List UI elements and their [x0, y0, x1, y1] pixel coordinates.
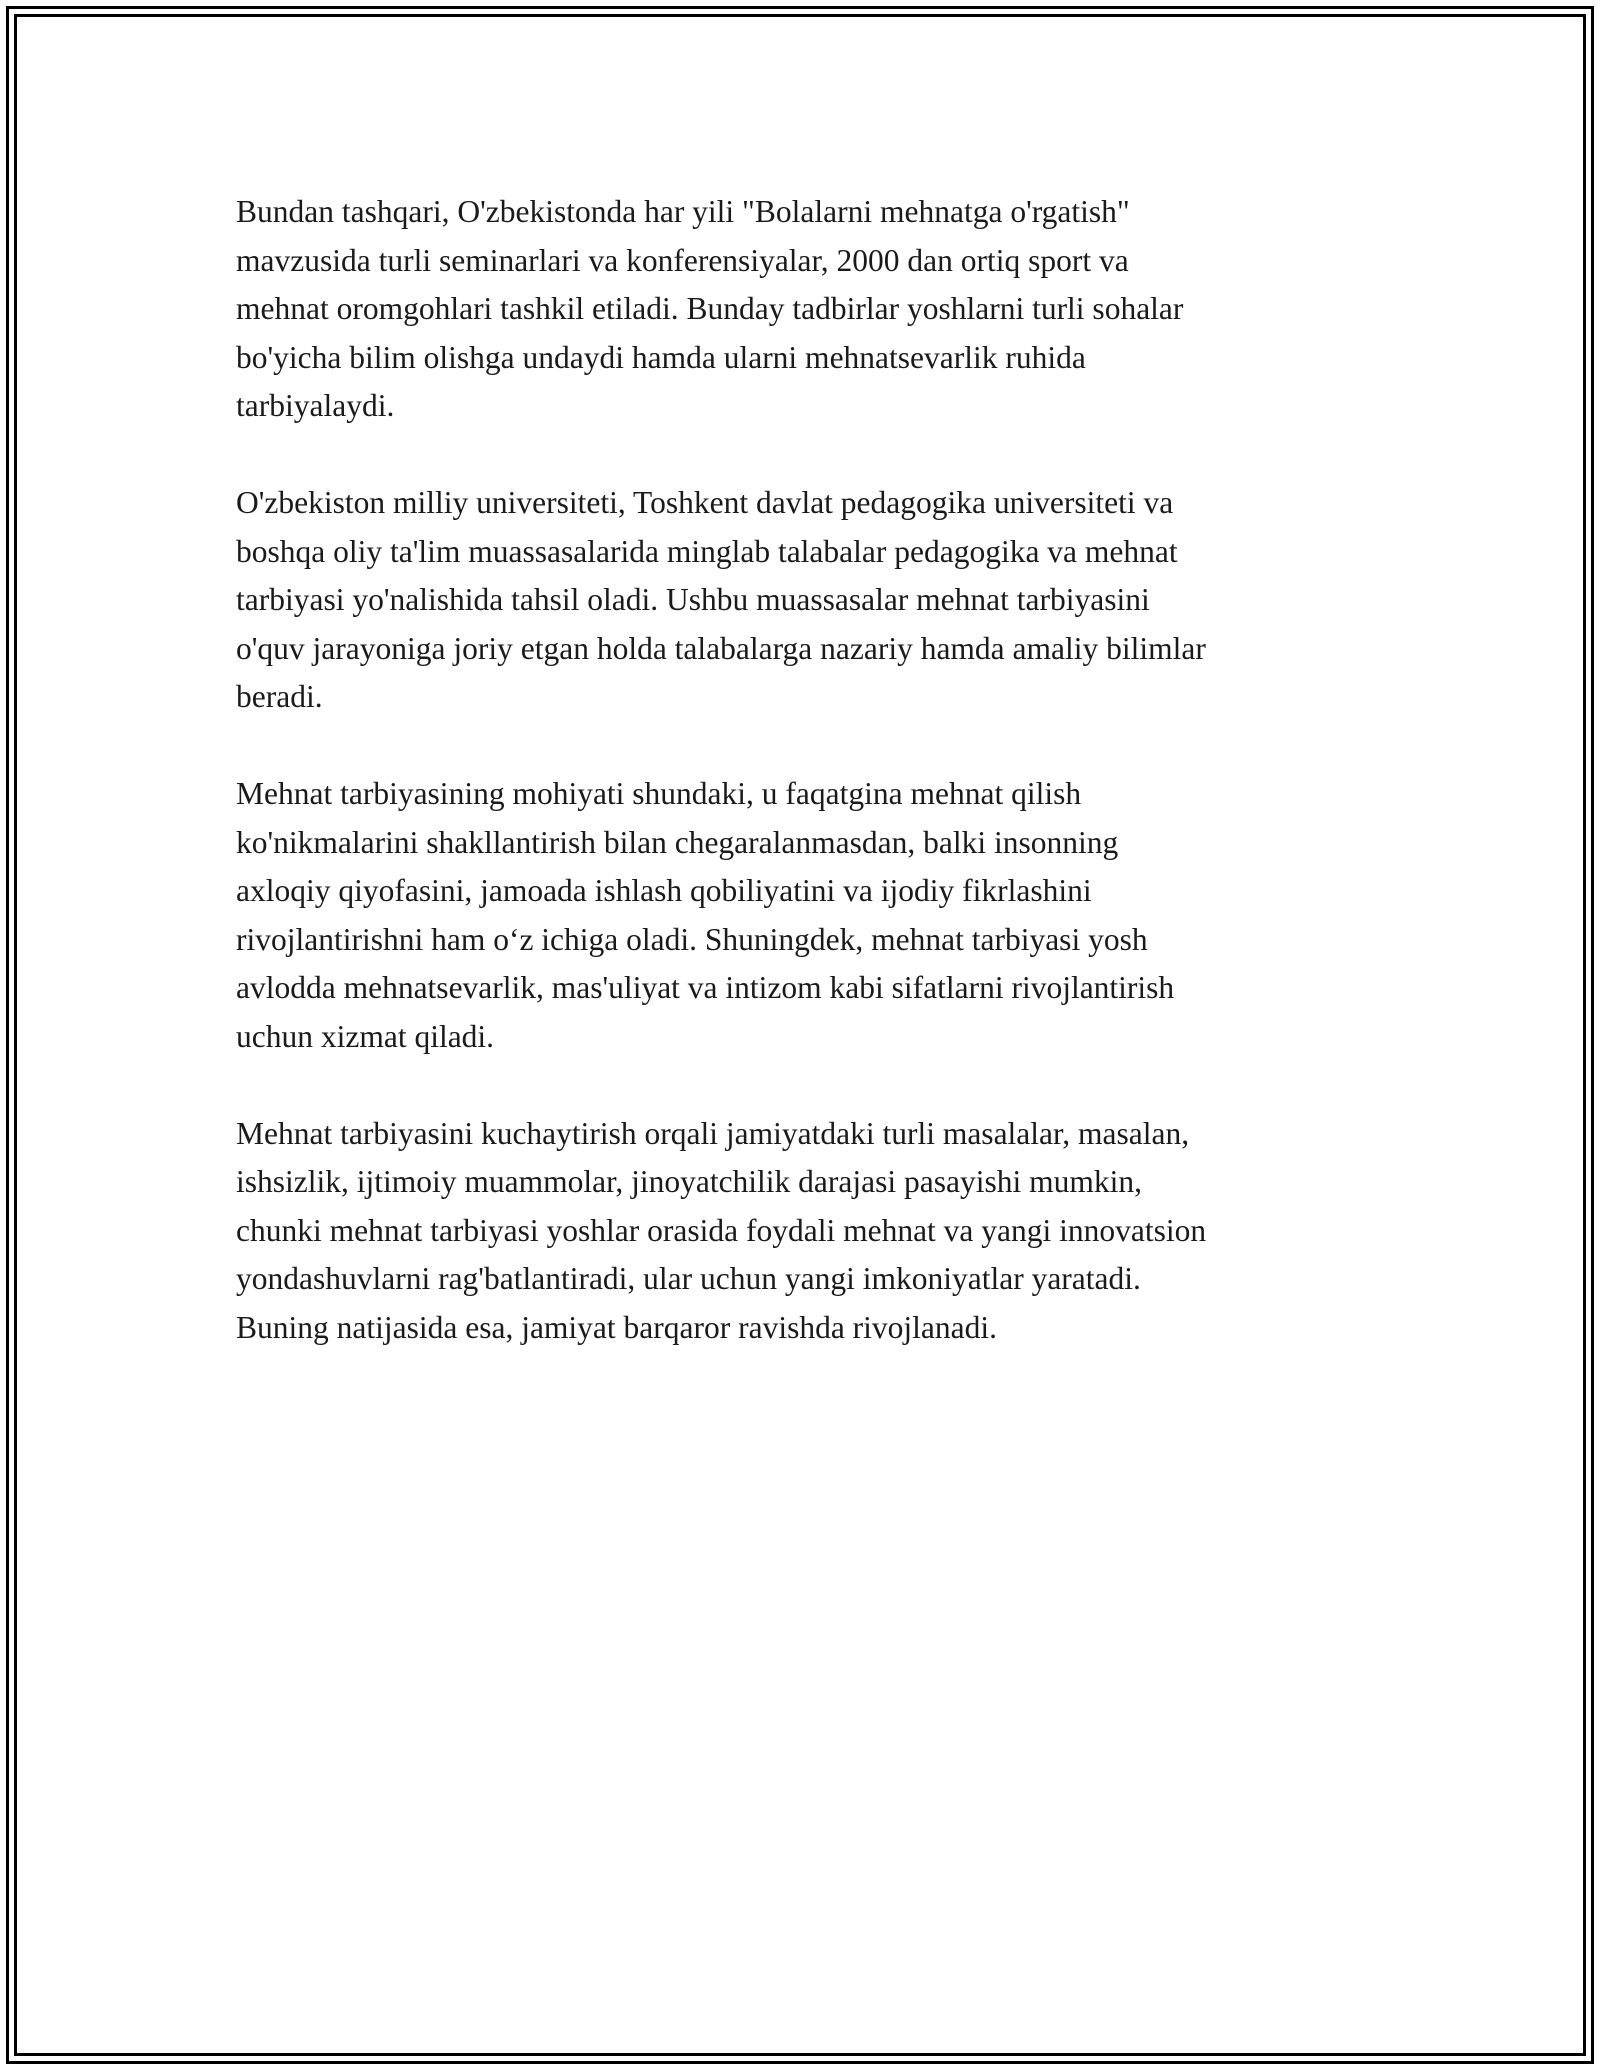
paragraph-3 [236, 770, 1396, 1061]
paragraph-line: ko'nikmalarini shakllantirish bilan chegaralanmasdan, balki insonning [236, 824, 1119, 860]
paragraph-line: ishsizlik, ijtimoiy muammolar, jinoyatchilik darajasi pasayishi mumkin, [236, 1164, 1142, 1199]
paragraph-line: bo'yicha bilim olishga undaydi hamda ularni mehnatsevarlik ruhida [236, 339, 1086, 375]
paragraph-line: yondashuvlarni rag'batlantiradi, ular uchun yangi imkoniyatlar yaratadi. [236, 1261, 1141, 1296]
paragraph-line: uchun xizmat qiladi. [236, 1018, 495, 1054]
paragraph-line: tarbiyalaydi. [236, 388, 395, 423]
paragraph-line: rivojlantirishni ham o‘z ichiga oladi. Shuningdek, mehnat tarbiyasi yosh [236, 921, 1148, 957]
paragraph-line: boshqa oliy ta'lim muassasalarida minglab talabalar pedagogika va mehnat [236, 533, 1178, 569]
paragraph-2 [236, 479, 1396, 722]
paragraph-line: tarbiyasi yo'nalishida tahsil oladi. Ushbu muassasalar mehnat tarbiyasini [236, 582, 1150, 617]
paragraph-line: Mehnat tarbiyasining mohiyati shundaki, u faqatgina mehnat qilish [236, 776, 1082, 811]
document-body [236, 188, 1396, 1401]
paragraph-line: mehnat oromgohlari tashkil etiladi. Bunday tadbirlar yoshlarni turli sohalar [236, 291, 1184, 326]
paragraph-line: avlodda mehnatsevarlik, mas'uliyat va intizom kabi sifatlarni rivojlantirish [236, 970, 1175, 1005]
paragraph-1 [236, 188, 1396, 431]
paragraph-line: Mehnat tarbiyasini kuchaytirish orqali jamiyatdaki turli masalalar, masalan, [236, 1115, 1190, 1151]
paragraph-line: Bundan tashqari, O'zbekistonda har yili "Bolalarni mehnatga o'rgatish" [236, 194, 1130, 229]
paragraph-line: Buning natijasida esa, jamiyat barqaror ravishda rivojlanadi. [236, 1309, 998, 1345]
paragraph-line: chunki mehnat tarbiyasi yoshlar orasida foydali mehnat va yangi innovatsion [236, 1212, 1207, 1248]
paragraph-line: O'zbekiston milliy universiteti, Toshkent davlat pedagogika universiteti va [236, 485, 1174, 520]
paragraph-line: beradi. [236, 679, 323, 714]
paragraph-line: axloqiy qiyofasini, jamoada ishlash qobiliyatini va ijodiy fikrlashini [236, 873, 1092, 908]
paragraph-4 [236, 1110, 1396, 1353]
paragraph-line: o'quv jarayoniga joriy etgan holda talabalarga nazariy hamda amaliy bilimlar [236, 630, 1206, 666]
paragraph-line: mavzusida turli seminarlari va konferensiyalar, 2000 dan ortiq sport va [236, 242, 1129, 278]
